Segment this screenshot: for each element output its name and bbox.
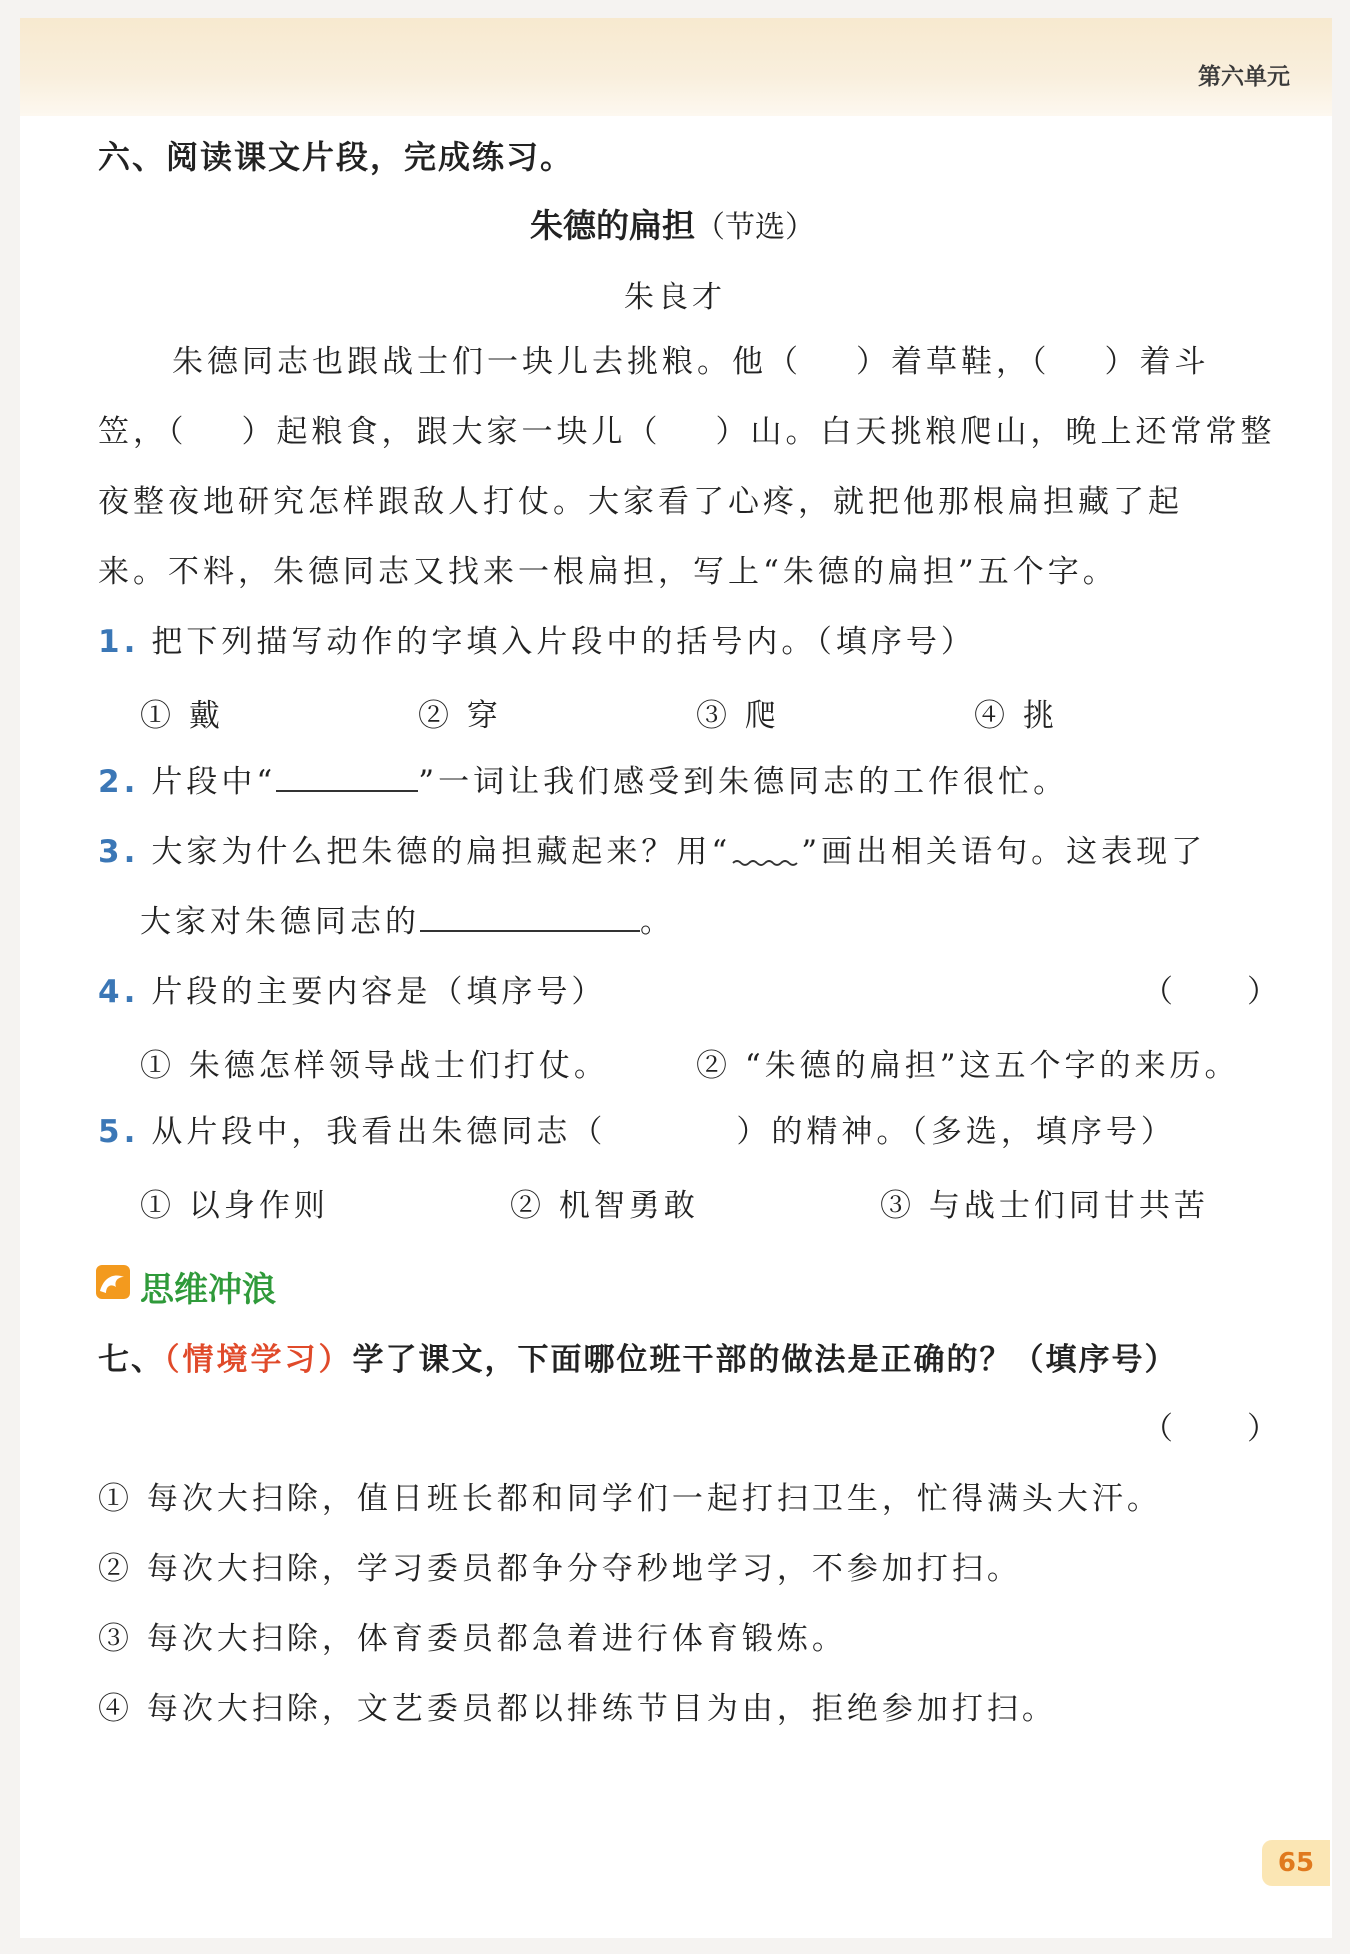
story-title — [530, 200, 815, 247]
passage-line-3: 夜整夜地研究怎样跟敌人打仗。大家看了心疼，就把他那根扁担藏了起 — [98, 484, 1183, 520]
story-title-text: 朱德的扁担 — [530, 206, 695, 245]
q7-answer-paren[interactable]: （ ） — [1142, 1411, 1282, 1447]
situation-tag: （情境学习） — [164, 1342, 353, 1378]
page-number: 65 — [1262, 1840, 1330, 1886]
q7-option-2: ② 每次大扫除，学习委员都争分夺秒地学习，不参加打扫。 — [98, 1551, 1022, 1587]
thinking-title: 思维冲浪 — [140, 1270, 276, 1310]
q5-option-2: ② 机智勇敢 — [510, 1188, 699, 1224]
question-3-line-2: 大家对朱德同志的 。 — [140, 887, 675, 957]
q2-answer-blank[interactable] — [276, 760, 418, 792]
q4-option-1: ① 朱德怎样领导战士们打仗。 — [140, 1048, 609, 1084]
q1-option-3: ③ 爬 — [696, 698, 780, 734]
q5-option-3: ③ 与战士们同甘共苦 — [880, 1188, 1209, 1224]
q4-answer-paren[interactable]: （ ） — [1142, 974, 1282, 1010]
q7-option-3: ③ 每次大扫除，体育委员都急着进行体育锻炼。 — [98, 1621, 847, 1657]
wavy-underline-icon — [731, 832, 801, 862]
wave-icon — [96, 1265, 130, 1299]
question-4: 4. 片段的主要内容是（填序号） — [98, 974, 607, 1010]
question-1: 1. 把下列描写动作的字填入片段中的括号内。（填序号） — [98, 624, 976, 660]
passage-line-1: 朱德同志也跟战士们一块儿去挑粮。他（ ）着草鞋，（ ）着斗 — [172, 344, 1210, 380]
section-seven-question: 七、（情境学习）学了课文，下面哪位班干部的做法是正确的？（填序号） — [98, 1342, 1178, 1378]
q3-answer-blank[interactable] — [420, 900, 640, 932]
q7-option-4: ④ 每次大扫除，文艺委员都以排练节目为由，拒绝参加打扫。 — [98, 1691, 1057, 1727]
section-six-title: 六、阅读课文片段，完成练习。 — [98, 138, 575, 176]
question-2: 2. 片段中“ ”一词让我们感受到朱德同志的工作很忙。 — [98, 747, 1068, 817]
question-5: 5. 从片段中，我看出朱德同志（ ）的精神。（多选，填序号） — [98, 1114, 1176, 1150]
q1-option-2: ② 穿 — [418, 698, 502, 734]
passage-line-4: 来。不料，朱德同志又找来一根扁担，写上“朱德的扁担”五个字。 — [98, 554, 1118, 590]
unit-label: 第六单元 — [1198, 64, 1290, 90]
q7-option-1: ① 每次大扫除，值日班长都和同学们一起打扫卫生，忙得满头大汗。 — [98, 1481, 1162, 1517]
question-3: 3. 大家为什么把朱德的扁担藏起来？用“ ”画出相关语句。这表现了 — [98, 834, 1207, 870]
q1-option-4: ④ 挑 — [974, 698, 1058, 734]
story-author: 朱良才 — [624, 280, 726, 315]
story-subtitle: （节选） — [695, 210, 815, 245]
q5-option-1: ① 以身作则 — [140, 1188, 329, 1224]
q4-option-2: ② “朱德的扁担”这五个字的来历。 — [696, 1048, 1240, 1084]
header-band — [20, 18, 1332, 116]
passage-line-2: 笠，（ ）起粮食，跟大家一块儿（ ）山。白天挑粮爬山，晚上还常常整 — [98, 414, 1276, 450]
q1-option-1: ① 戴 — [140, 698, 224, 734]
